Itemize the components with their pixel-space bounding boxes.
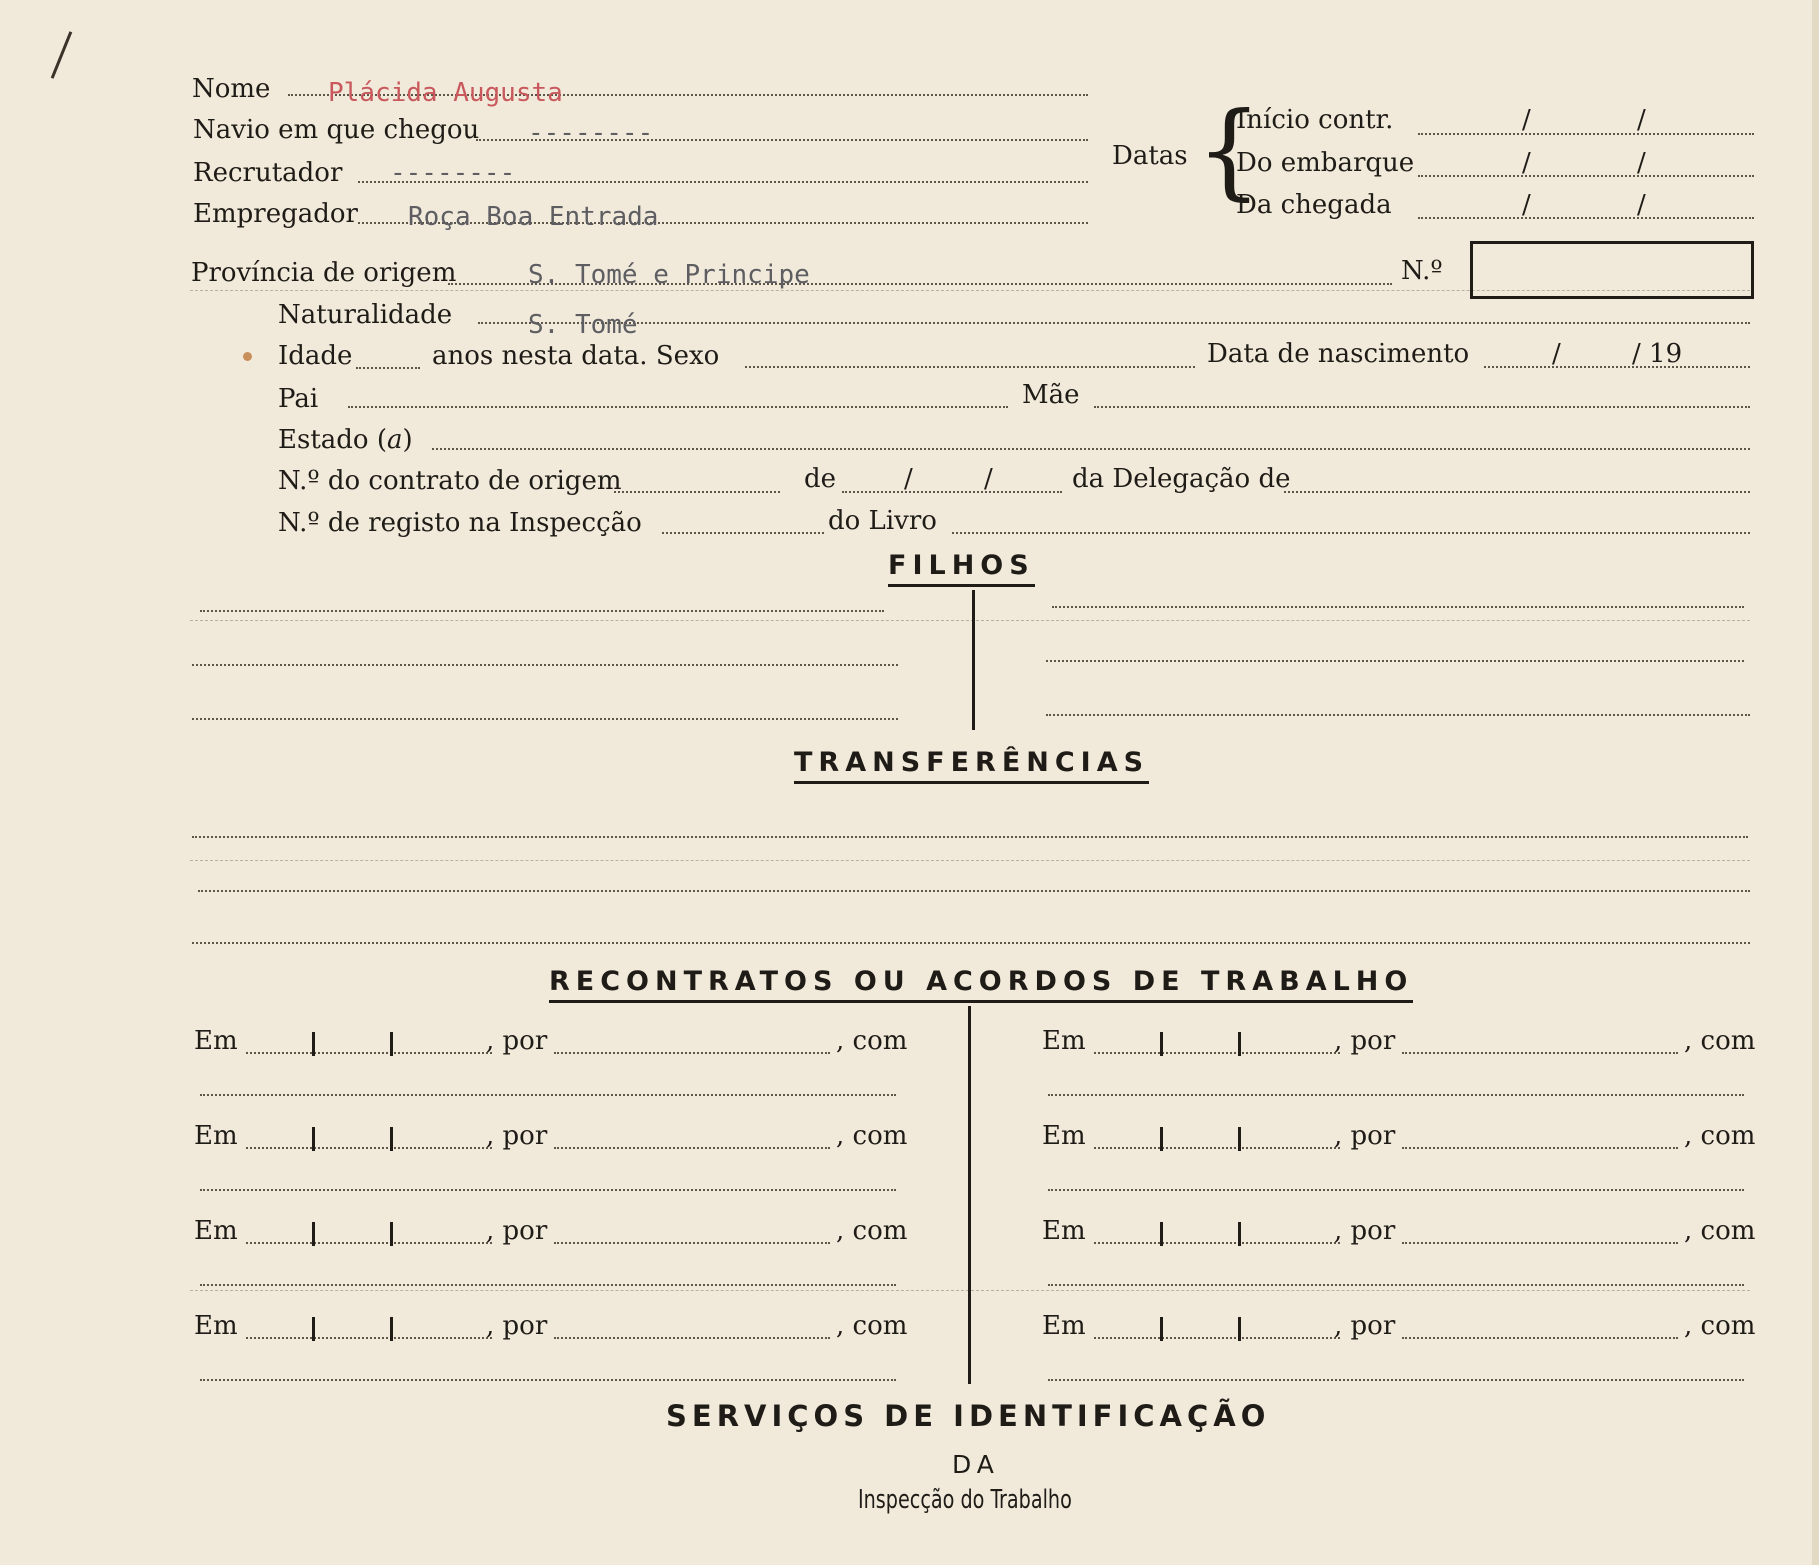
recontrato-left-2-second-line xyxy=(200,1189,896,1191)
recontrato-left-3-tick-1 xyxy=(312,1222,315,1246)
recontrato-right-3-tick-2 xyxy=(1238,1222,1241,1246)
chegada-label: Da chegada xyxy=(1236,190,1392,220)
embarque-label: Do embarque xyxy=(1236,148,1415,178)
inicio-label: Início contr. xyxy=(1236,105,1394,135)
recontrato-left-2-tick-1 xyxy=(312,1127,315,1151)
footer-title: SERVIÇOS DE IDENTIFICAÇÃO xyxy=(666,1399,1271,1433)
recontrato-right-3-date-line xyxy=(1094,1242,1340,1244)
naturalidade-line xyxy=(478,322,1750,324)
naturalidade-label: Naturalidade xyxy=(278,300,453,330)
recontrato-right-1-tick-2 xyxy=(1238,1032,1241,1056)
footer-inspeccao: Inspecção do Trabalho xyxy=(858,1485,1072,1515)
idade-label: Idade xyxy=(278,341,353,371)
inicio-slash-1: / xyxy=(1522,105,1531,135)
recontrato-left-2-date-line xyxy=(246,1147,492,1149)
recrutador-value: -------- xyxy=(390,158,516,188)
recontrato-left-2-com: , com xyxy=(836,1121,908,1151)
recontrato-right-2-em: Em xyxy=(1042,1121,1086,1151)
mae-label: Mãe xyxy=(1022,380,1080,410)
contrato-slash-2: / xyxy=(984,464,993,494)
contrato-line xyxy=(614,491,780,493)
footer-da: DA xyxy=(952,1450,1000,1479)
navio-label: Navio em que chegou xyxy=(193,115,480,145)
filhos-left-line-3 xyxy=(192,718,898,720)
contrato-label: N.º do contrato de origem xyxy=(278,466,622,496)
recontrato-right-2-por-line xyxy=(1402,1147,1678,1149)
contrato-slash-1: / xyxy=(904,464,913,494)
background-rule xyxy=(190,620,1750,621)
livro-label: do Livro xyxy=(828,506,937,536)
numero-box xyxy=(1470,241,1754,299)
recontrato-left-2-em: Em xyxy=(194,1121,238,1151)
recontrato-right-1-tick-1 xyxy=(1160,1032,1163,1056)
recontrato-left-2-por: , por xyxy=(486,1121,548,1151)
recontrato-right-4-em: Em xyxy=(1042,1311,1086,1341)
recontrato-right-1-por: , por xyxy=(1334,1026,1396,1056)
inicio-line xyxy=(1418,133,1754,135)
recontrato-right-2-date-line xyxy=(1094,1147,1340,1149)
recontrato-right-1-second-line xyxy=(1048,1094,1744,1096)
livro-line xyxy=(952,532,1750,534)
recontrato-left-1-por: , por xyxy=(486,1026,548,1056)
recontrato-right-4-por: , por xyxy=(1334,1311,1396,1341)
filhos-heading: FILHOS xyxy=(888,552,1035,587)
numero-label: N.º xyxy=(1401,256,1443,286)
recontrato-right-1-em: Em xyxy=(1042,1026,1086,1056)
nascimento-slash: / xyxy=(1552,339,1561,369)
recontratos-heading: RECONTRATOS OU ACORDOS DE TRABALHO xyxy=(549,968,1413,1003)
recontrato-right-1-por-line xyxy=(1402,1052,1678,1054)
nascimento-line xyxy=(1484,366,1750,368)
recontrato-right-3-com: , com xyxy=(1684,1216,1756,1246)
recontrato-left-1-tick-2 xyxy=(390,1032,393,1056)
contrato-date-line xyxy=(842,491,1062,493)
provincia-value: S. Tomé e Principe xyxy=(528,260,810,290)
recontrato-right-3-por: , por xyxy=(1334,1216,1396,1246)
recontrato-left-4-por-line xyxy=(554,1337,830,1339)
transferencias-heading: TRANSFERÊNCIAS xyxy=(794,749,1149,784)
recontrato-left-4-tick-1 xyxy=(312,1317,315,1341)
chegada-slash-2: / xyxy=(1637,190,1646,220)
background-rule xyxy=(190,860,1750,861)
nascimento-label: Data de nascimento xyxy=(1207,339,1470,369)
recontrato-left-3-com: , com xyxy=(836,1216,908,1246)
recontrato-left-3-tick-2 xyxy=(390,1222,393,1246)
mae-line xyxy=(1094,406,1750,408)
sexo-line xyxy=(745,366,1195,368)
recontrato-left-1-por-line xyxy=(554,1052,830,1054)
recontrato-left-1-date-line xyxy=(246,1052,492,1054)
recontrato-right-4-com: , com xyxy=(1684,1311,1756,1341)
provincia-label: Província de origem xyxy=(191,258,457,288)
delegacao-line xyxy=(1284,491,1750,493)
recontrato-left-1-em: Em xyxy=(194,1026,238,1056)
empregador-value: Roça Boa Entrada xyxy=(408,202,659,232)
empregador-label: Empregador xyxy=(193,199,358,229)
filhos-left-line-2 xyxy=(192,664,898,666)
recontrato-left-3-date-line xyxy=(246,1242,492,1244)
recontrato-left-1-second-line xyxy=(200,1094,896,1096)
nome-value: Plácida Augusta xyxy=(328,78,563,108)
contrato-de-label: de xyxy=(804,464,837,494)
recontrato-right-2-second-line xyxy=(1048,1189,1744,1191)
recontrato-left-4-em: Em xyxy=(194,1311,238,1341)
pai-line xyxy=(348,406,1008,408)
recontrato-right-2-por: , por xyxy=(1334,1121,1396,1151)
estado-line xyxy=(432,448,1750,450)
embarque-slash-1: / xyxy=(1522,148,1531,178)
transferencias-line-2 xyxy=(198,890,1750,892)
naturalidade-value: S. Tomé xyxy=(528,310,638,340)
delegacao-label: da Delegação de xyxy=(1072,464,1291,494)
recontrato-left-1-tick-1 xyxy=(312,1032,315,1056)
recontrato-left-4-second-line xyxy=(200,1379,896,1381)
nome-label: Nome xyxy=(192,74,271,104)
datas-label: Datas xyxy=(1112,141,1188,171)
recontrato-right-3-por-line xyxy=(1402,1242,1678,1244)
datas-brace: { xyxy=(1196,89,1263,211)
recontratos-divider xyxy=(968,1006,971,1384)
chegada-slash-1: / xyxy=(1522,190,1531,220)
recontrato-right-4-second-line xyxy=(1048,1379,1744,1381)
recontrato-left-1-com: , com xyxy=(836,1026,908,1056)
embarque-line xyxy=(1418,175,1754,177)
estado-label: Estado (a) xyxy=(278,425,413,455)
recontrato-right-4-por-line xyxy=(1402,1337,1678,1339)
recontrato-right-1-date-line xyxy=(1094,1052,1340,1054)
inicio-slash-2: / xyxy=(1637,105,1646,135)
filhos-divider xyxy=(972,590,975,730)
navio-value: -------- xyxy=(528,118,654,148)
filhos-right-line-2 xyxy=(1046,660,1744,662)
recontrato-left-4-com: , com xyxy=(836,1311,908,1341)
idade-line xyxy=(356,367,420,369)
anos-sexo-label: anos nesta data. Sexo xyxy=(432,341,720,371)
recontrato-left-4-por: , por xyxy=(486,1311,548,1341)
filhos-right-line-3 xyxy=(1046,714,1750,716)
recontrato-left-2-por-line xyxy=(554,1147,830,1149)
chegada-line xyxy=(1418,217,1754,219)
recontrato-left-3-second-line xyxy=(200,1284,896,1286)
recontrato-right-3-em: Em xyxy=(1042,1216,1086,1246)
nascimento-year: / 19 xyxy=(1632,339,1683,369)
recontrato-right-2-com: , com xyxy=(1684,1121,1756,1151)
recontrato-left-4-tick-2 xyxy=(390,1317,393,1341)
pai-label: Pai xyxy=(278,384,319,414)
recontrato-left-4-date-line xyxy=(246,1337,492,1339)
recontrato-right-2-tick-2 xyxy=(1238,1127,1241,1151)
recontrato-right-4-tick-2 xyxy=(1238,1317,1241,1341)
recontrato-left-3-por-line xyxy=(554,1242,830,1244)
recontrato-right-3-tick-1 xyxy=(1160,1222,1163,1246)
recontrato-left-3-por: , por xyxy=(486,1216,548,1246)
filhos-right-line-1 xyxy=(1052,606,1744,608)
registo-label: N.º de registo na Inspecção xyxy=(278,508,642,538)
recrutador-label: Recrutador xyxy=(193,158,343,188)
recontrato-right-2-tick-1 xyxy=(1160,1127,1163,1151)
recontrato-right-3-second-line xyxy=(1048,1284,1744,1286)
punch-dot xyxy=(243,352,252,361)
registo-line xyxy=(662,532,824,534)
recontrato-right-4-date-line xyxy=(1094,1337,1340,1339)
recontrato-right-4-tick-1 xyxy=(1160,1317,1163,1341)
recontrato-left-2-tick-2 xyxy=(390,1127,393,1151)
transferencias-line-1 xyxy=(192,836,1748,838)
pen-mark xyxy=(51,31,73,78)
recontrato-left-3-em: Em xyxy=(194,1216,238,1246)
filhos-left-line-1 xyxy=(200,610,884,612)
recontrato-right-1-com: , com xyxy=(1684,1026,1756,1056)
embarque-slash-2: / xyxy=(1637,148,1646,178)
transferencias-line-3 xyxy=(192,942,1750,944)
